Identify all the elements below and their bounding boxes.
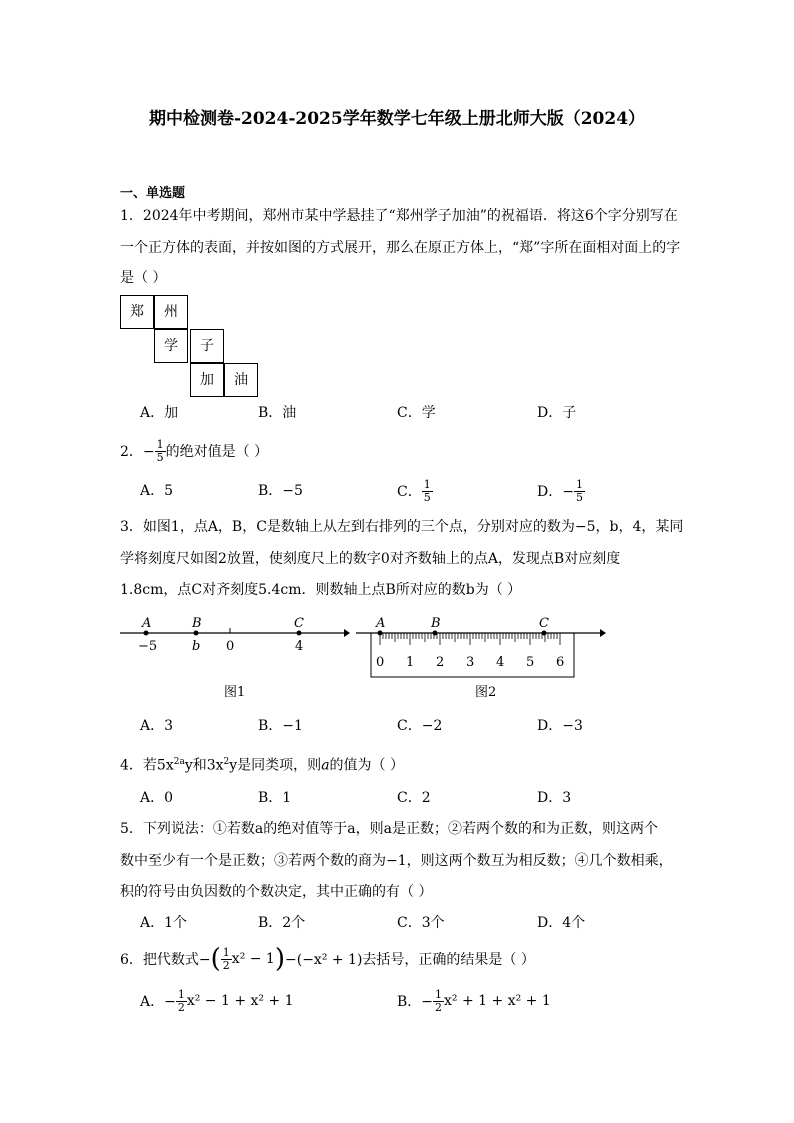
open-paren: ( bbox=[210, 944, 221, 974]
frac-num: 1 bbox=[423, 477, 431, 491]
ruler-label: 6 bbox=[556, 655, 565, 670]
point-b bbox=[194, 631, 199, 636]
number-line-figure-1 bbox=[118, 612, 350, 707]
ruler-label: 1 bbox=[406, 655, 415, 670]
frac-den: 2 bbox=[435, 1000, 443, 1014]
frac-num: 1 bbox=[156, 437, 164, 451]
q1-line-1: 1．2024年中考期间，郑州市某中学悬挂了“郑州学子加油”的祝福语．将这6个字分别写在 bbox=[120, 208, 678, 224]
q6-mid: x² − 1 bbox=[231, 951, 275, 967]
q2-option-c bbox=[397, 474, 433, 508]
q1-option-a: A．加 bbox=[140, 405, 179, 421]
q2-stem bbox=[120, 434, 268, 468]
q4-text: 的值为（ ） bbox=[329, 757, 404, 774]
ruler-label: 0 bbox=[376, 655, 385, 670]
ruler-label: 2 bbox=[436, 655, 445, 670]
ruler-label: 3 bbox=[466, 655, 475, 670]
page-title: 期中检测卷-2024-2025学年数学七年级上册北师大版（2024） bbox=[148, 109, 646, 129]
frac-num: 1 bbox=[575, 477, 583, 491]
q5-option-b: B．2个 bbox=[258, 915, 306, 931]
q5-option-d: D．4个 bbox=[537, 915, 586, 931]
frac-den: 2 bbox=[177, 1000, 185, 1014]
ruler-label: 5 bbox=[526, 655, 535, 670]
q4-exponent: 2 bbox=[223, 757, 230, 767]
q2-suffix: 的绝对值是（ ） bbox=[165, 444, 269, 460]
q1-option-d: D．子 bbox=[537, 405, 577, 421]
q6-fraction bbox=[221, 947, 232, 972]
option-fraction bbox=[433, 989, 444, 1014]
q4-option-c: C．2 bbox=[397, 790, 431, 806]
label-minus5: −5 bbox=[138, 639, 158, 654]
q3-option-a: A．3 bbox=[140, 718, 174, 734]
ruler-ticks bbox=[380, 633, 560, 645]
frac-den: 5 bbox=[423, 490, 431, 504]
q6-option-a bbox=[140, 984, 294, 1018]
q2-prefix: 2．− bbox=[120, 444, 155, 460]
q2-option-a: A．5 bbox=[140, 483, 174, 499]
q4-text: 4．若5x bbox=[120, 757, 174, 774]
q4-text: y和3x bbox=[184, 757, 224, 774]
option-label: D．− bbox=[537, 484, 574, 500]
arrow-head bbox=[344, 629, 350, 637]
q4-option-a: A．0 bbox=[140, 790, 174, 806]
label-zero: 0 bbox=[226, 639, 235, 654]
q3-line-1: 3．如图1，点A，B，C是数轴上从左到右排列的三个点，分别对应的数为−5，b，4，某同 bbox=[120, 519, 684, 535]
q4-variable: a bbox=[321, 757, 330, 774]
q3-option-d: D．−3 bbox=[537, 718, 583, 734]
label-a: A bbox=[142, 616, 152, 631]
frac-den: 5 bbox=[156, 450, 164, 464]
q4-option-b: B．1 bbox=[258, 790, 292, 806]
close-paren: ) bbox=[274, 944, 285, 974]
figure-1-caption: 图1 bbox=[224, 685, 246, 700]
point-c bbox=[297, 631, 302, 636]
arrow-head bbox=[600, 629, 606, 637]
q4-option-d: D．3 bbox=[537, 790, 572, 806]
q3-line-3: 1.8cm，点C对齐刻度5.4cm．则数轴上点B所对应的数b为（ ） bbox=[120, 582, 522, 598]
label-four: 4 bbox=[295, 639, 304, 654]
q1-option-c: C．学 bbox=[397, 405, 436, 421]
q2-option-d bbox=[537, 474, 585, 508]
q2-fraction bbox=[155, 439, 166, 464]
figure-2-caption: 图2 bbox=[475, 685, 497, 700]
label-c: C bbox=[294, 616, 304, 631]
q5-option-a: A．1个 bbox=[140, 915, 188, 931]
label-b: B bbox=[431, 616, 441, 631]
label-c: C bbox=[539, 616, 549, 631]
q1-option-b: B．油 bbox=[258, 405, 297, 421]
q1-line-2: 一个正方体的表面，并按如图的方式展开，那么在原正方体上，“郑”字所在面相对面上的字 bbox=[120, 240, 681, 256]
q5-line-1: 5．下列说法：①若数a的绝对值等于a，则a是正数；②若两个数的和为正数，则这两个 bbox=[120, 821, 658, 837]
ruler-label: 4 bbox=[496, 655, 505, 670]
frac-num: 1 bbox=[435, 987, 443, 1001]
option-tail: x² + 1 + x² + 1 bbox=[444, 993, 551, 1009]
point-a bbox=[144, 631, 149, 636]
net-cell: 油 bbox=[224, 363, 258, 397]
net-cell: 加 bbox=[190, 363, 224, 397]
point-a bbox=[378, 631, 383, 636]
q6-tail: −(−x² + 1)去括号，正确的结果是（ ） bbox=[285, 952, 535, 968]
option-tail: x² − 1 + x² + 1 bbox=[186, 993, 294, 1009]
q4-exponent: 2a bbox=[173, 757, 185, 767]
q5-line-3: 积的符号由负因数的个数决定，其中正确的有（ ） bbox=[120, 884, 433, 900]
q1-line-3: 是（ ） bbox=[120, 270, 167, 286]
q2-option-b: B．−5 bbox=[258, 483, 303, 499]
ruler-figure-2 bbox=[354, 612, 608, 707]
q5-line-2: 数中至少有一个是正数；③若两个数的商为−1，则这两个数互为相反数；④几个数相乘， bbox=[120, 853, 673, 869]
option-label: A．− bbox=[140, 994, 176, 1010]
q3-option-b: B．−1 bbox=[258, 718, 303, 734]
q5-option-c: C．3个 bbox=[397, 915, 445, 931]
cube-net-figure bbox=[120, 295, 270, 400]
label-b: B bbox=[192, 616, 202, 631]
option-fraction bbox=[574, 479, 585, 504]
frac-den: 5 bbox=[575, 490, 583, 504]
q4-text: y是同类项，则 bbox=[229, 757, 322, 774]
frac-num: 1 bbox=[177, 987, 185, 1001]
q3-line-2: 学将刻度尺如图2放置，使刻度尺上的数字0对齐数轴上的点A，发现点B对应刻度 bbox=[120, 551, 621, 567]
net-cell: 学 bbox=[154, 329, 188, 363]
q6-prefix: 6．把代数式− bbox=[120, 952, 211, 968]
option-fraction bbox=[422, 479, 433, 504]
option-label: C． bbox=[397, 484, 422, 500]
label-b-value: b bbox=[192, 639, 201, 654]
frac-den: 2 bbox=[222, 958, 230, 972]
q3-option-c: C．−2 bbox=[397, 718, 443, 734]
section-heading: 一、单选题 bbox=[120, 186, 186, 201]
q6-stem bbox=[120, 941, 535, 977]
net-cell: 郑 bbox=[120, 295, 154, 329]
frac-num: 1 bbox=[222, 945, 230, 959]
label-a: A bbox=[376, 616, 386, 631]
point-b bbox=[433, 631, 438, 636]
point-c bbox=[542, 631, 547, 636]
option-label: B．− bbox=[397, 994, 434, 1010]
option-fraction bbox=[176, 989, 187, 1014]
net-cell: 子 bbox=[190, 329, 224, 363]
q6-option-b bbox=[397, 984, 551, 1018]
q4-stem bbox=[120, 752, 404, 776]
net-cell: 州 bbox=[154, 295, 188, 329]
